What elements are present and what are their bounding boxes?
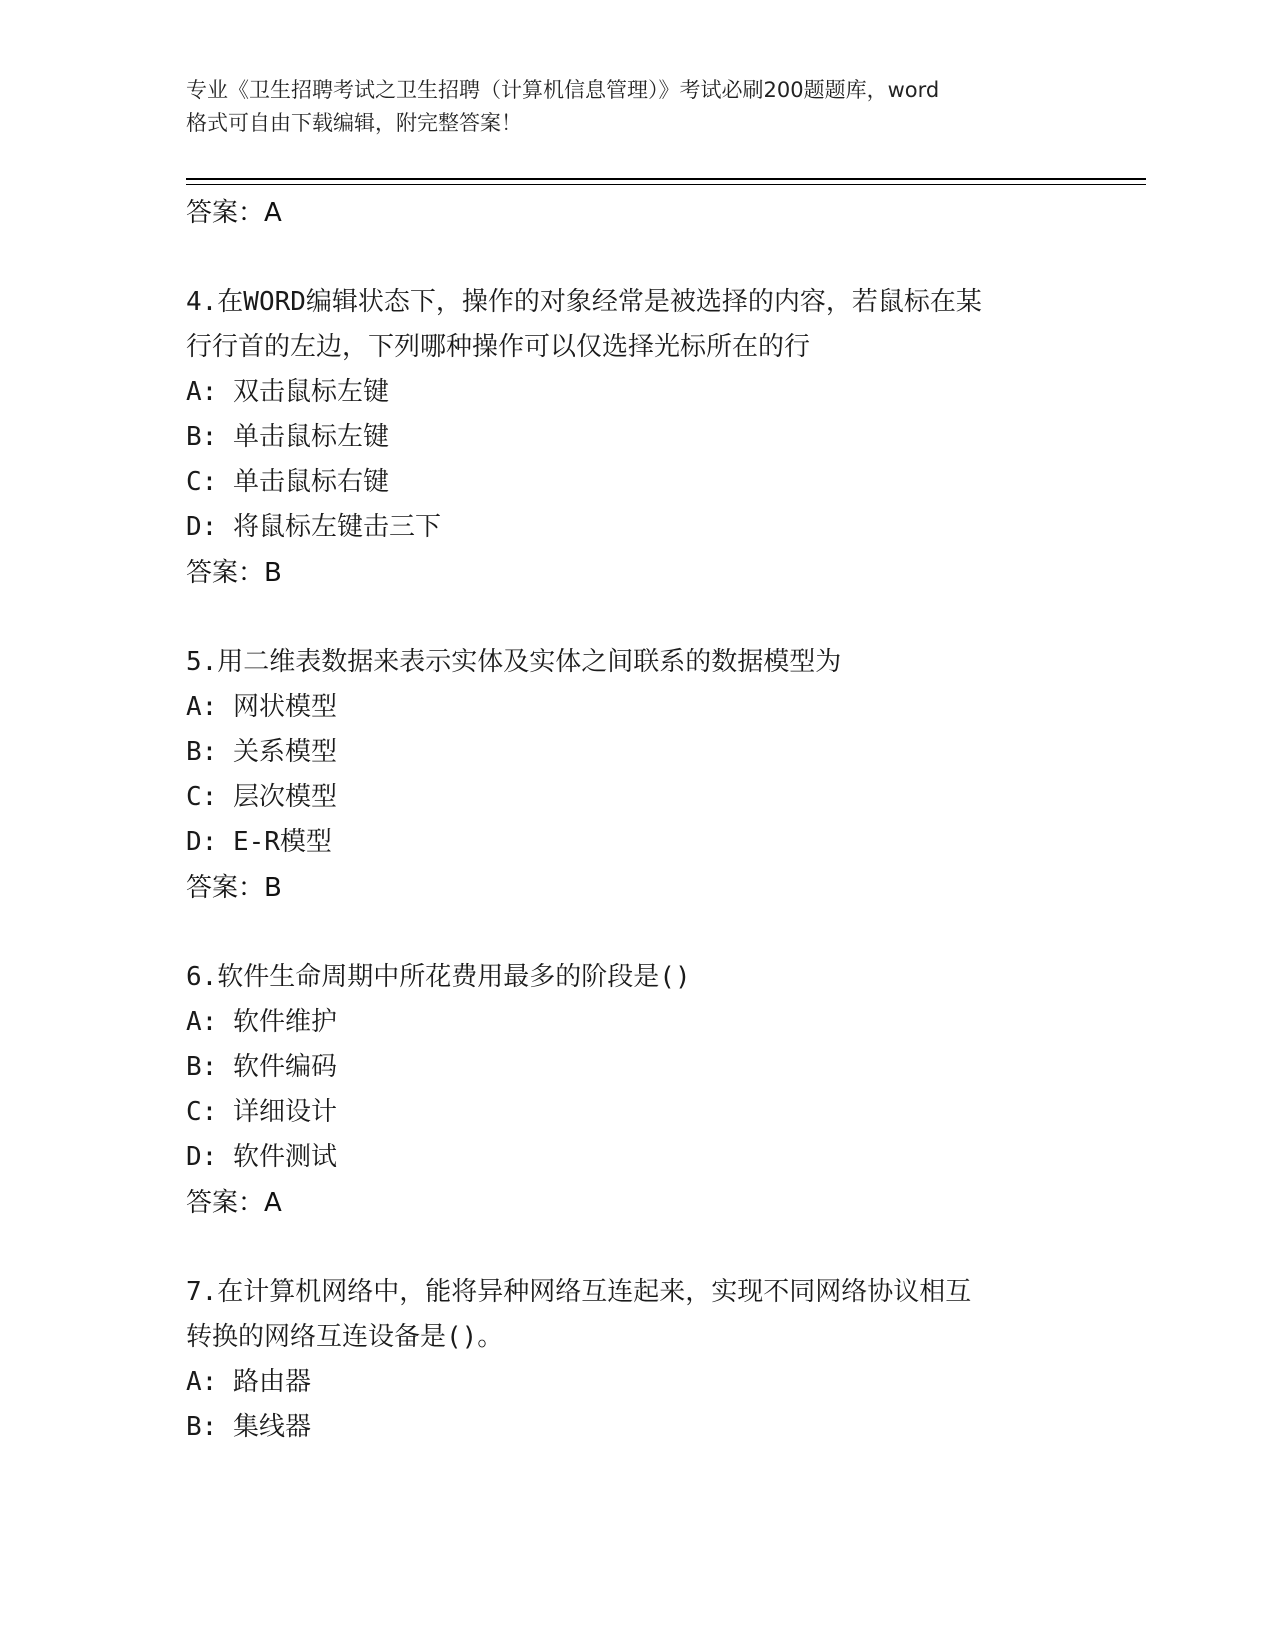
option-c: C: 单击鼠标右键 xyxy=(186,467,389,497)
option-b: B: 集线器 xyxy=(186,1412,311,1442)
question-text: 转换的网络互连设备是()。 xyxy=(186,1322,504,1352)
header-divider-thick xyxy=(186,178,1146,180)
question-block xyxy=(186,1270,1086,1450)
option-b: B: 单击鼠标左键 xyxy=(186,422,389,452)
document-header xyxy=(186,74,1086,140)
option-d: D: 将鼠标左键击三下 xyxy=(186,512,441,542)
answer-line: 答案：A xyxy=(186,198,282,228)
option-a: A: 双击鼠标左键 xyxy=(186,377,389,407)
answer-line: 答案：B xyxy=(186,558,282,588)
question-block xyxy=(186,955,1086,1226)
option-b: B: 关系模型 xyxy=(186,737,337,767)
question-block xyxy=(186,640,1086,911)
question-text: 5.用二维表数据来表示实体及实体之间联系的数据模型为 xyxy=(186,647,842,677)
option-a: A: 网状模型 xyxy=(186,692,337,722)
option-c: C: 层次模型 xyxy=(186,782,337,812)
question-text: 4.在WORD编辑状态下，操作的对象经常是被选择的内容，若鼠标在某 xyxy=(186,287,982,317)
option-a: A: 软件维护 xyxy=(186,1007,337,1037)
option-b: B: 软件编码 xyxy=(186,1052,337,1082)
answer-line: 答案：B xyxy=(186,873,282,903)
question-text: 7.在计算机网络中，能将异种网络互连起来，实现不同网络协议相互 xyxy=(186,1277,972,1307)
option-a: A: 路由器 xyxy=(186,1367,311,1397)
question-text: 行行首的左边，下列哪种操作可以仅选择光标所在的行 xyxy=(186,332,811,362)
question-text: 6.软件生命周期中所花费用最多的阶段是() xyxy=(186,962,691,992)
header-divider-thin xyxy=(186,184,1146,185)
document-body xyxy=(186,190,1086,1450)
header-line-2: 格式可自由下载编辑，附完整答案！ xyxy=(186,111,522,135)
header-line-1: 专业《卫生招聘考试之卫生招聘（计算机信息管理）》考试必刷200题题库，word xyxy=(186,78,940,102)
option-c: C: 详细设计 xyxy=(186,1097,337,1127)
option-d: D: 软件测试 xyxy=(186,1142,337,1172)
answer-line: 答案：A xyxy=(186,1188,282,1218)
option-d: D: E-R模型 xyxy=(186,827,332,857)
question-block xyxy=(186,280,1086,596)
